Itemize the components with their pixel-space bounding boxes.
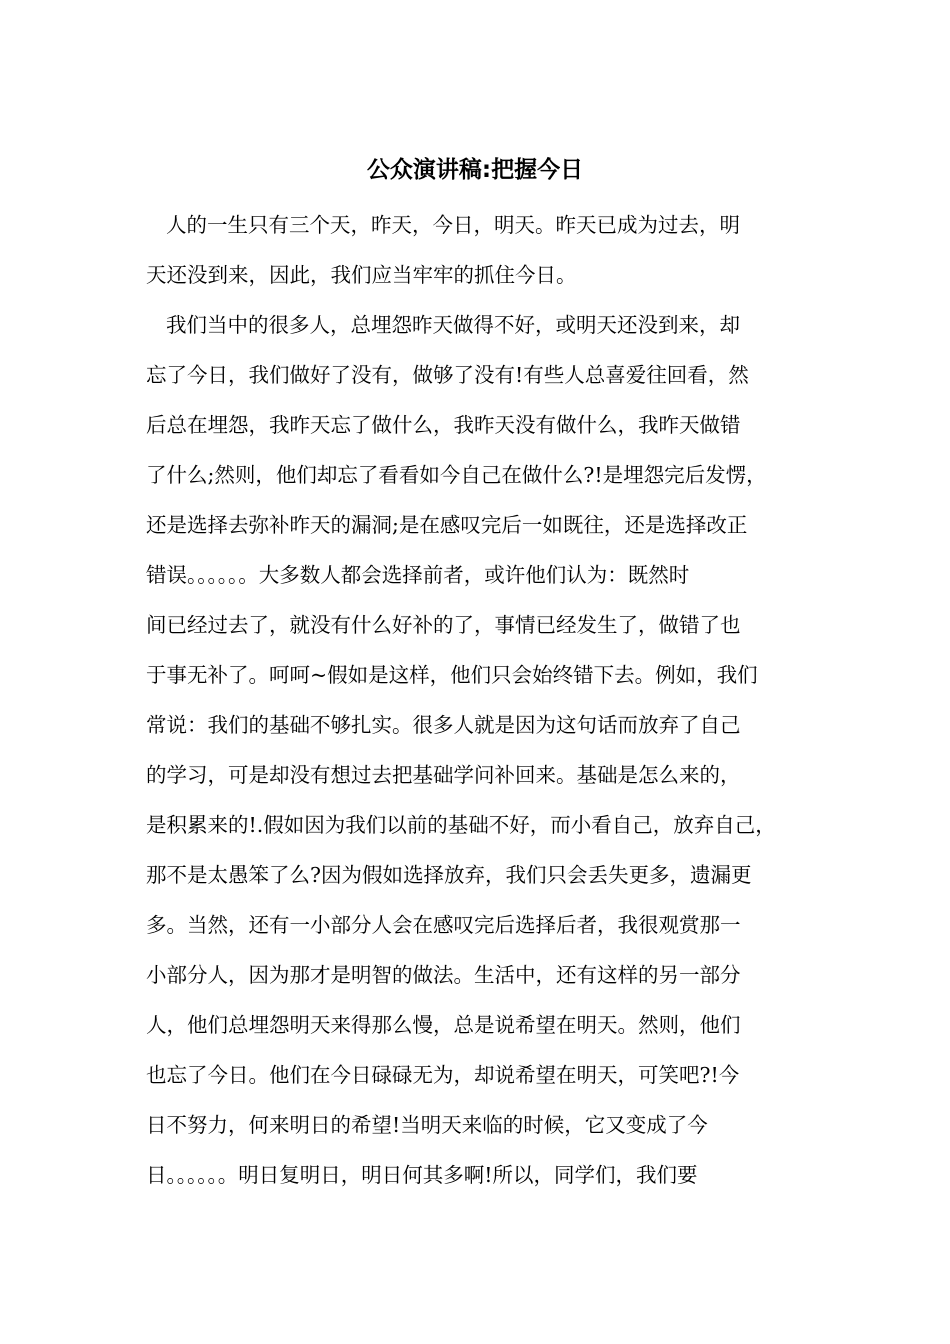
paragraph-line: 的学习，可是却没有想过去把基础学问补回来。基础是怎么来的， — [146, 763, 741, 787]
paragraph-line: 我们当中的很多人，总埋怨昨天做得不好，或明天还没到来，却 — [166, 313, 740, 337]
paragraph-line: 后总在埋怨，我昨天忘了做什么，我昨天没有做什么，我昨天做错 — [146, 413, 741, 437]
paragraph-line: 忘了今日，我们做好了没有，做够了没有!有些人总喜爱往回看，然 — [146, 363, 749, 387]
paragraph-line: 日不努力，何来明日的希望!当明天来临的时候，它又变成了今 — [146, 1113, 708, 1137]
paragraph-line: 小部分人，因为那才是明智的做法。生活中，还有这样的另一部分 — [146, 963, 741, 987]
paragraph-line: 于事无补了。呵呵~假如是这样，他们只会始终错下去。例如，我们 — [146, 663, 758, 687]
paragraph-line: 是积累来的!.假如因为我们以前的基础不好，而小看自己，放弃自己， — [146, 813, 776, 837]
paragraph-line: 还是选择去弥补昨天的漏洞;是在感叹完后一如既往，还是选择改正 — [146, 513, 748, 537]
paragraph-line: 了什么;然则，他们却忘了看看如今自己在做什么?!是埋怨完后发愣， — [146, 463, 767, 487]
paragraph-line: 日。。。。。。明日复明日，明日何其多啊!所以，同学们，我们要 — [146, 1163, 698, 1187]
paragraph-line: 那不是太愚笨了么?因为假如选择放弃，我们只会丢失更多，遗漏更 — [146, 863, 752, 887]
paragraph-line: 常说：我们的基础不够扎实。很多人就是因为这句话而放弃了自己 — [146, 713, 741, 737]
paragraph-line: 也忘了今日。他们在今日碌碌无为，却说希望在明天，可笑吧?!今 — [146, 1063, 740, 1087]
paragraph-line: 人，他们总埋怨明天来得那么慢，总是说希望在明天。然则，他们 — [146, 1013, 741, 1037]
paragraph-line: 错误。。。。。。大多数人都会选择前者，或许他们认为：既然时 — [146, 563, 690, 587]
document-title: 公众演讲稿:把握今日 — [366, 157, 584, 183]
paragraph-line: 间已经过去了，就没有什么好补的了，事情已经发生了，做错了也 — [146, 613, 741, 637]
paragraph-line: 天还没到来，因此，我们应当牢牢的抓住今日。 — [146, 263, 577, 287]
paragraph-line: 人的一生只有三个天，昨天，今日，明天。昨天已成为过去，明 — [166, 213, 740, 237]
paragraph-line: 多。当然，还有一小部分人会在感叹完后选择后者，我很观赏那一 — [146, 913, 741, 937]
